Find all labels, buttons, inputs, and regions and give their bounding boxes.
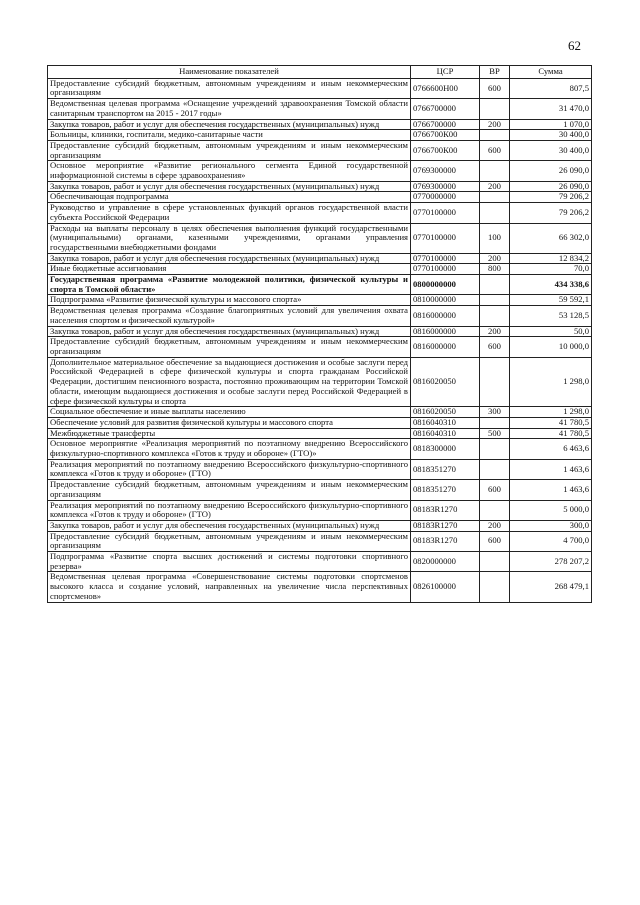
table-row [48, 119, 592, 130]
table-row [48, 181, 592, 192]
cell-csr: 0766700К00 [411, 140, 480, 160]
cell-sum: 26 090,0 [510, 161, 592, 181]
cell-sum: 66 302,0 [510, 223, 592, 253]
cell-name: Основное мероприятие «Развитие регионального сегмента Единой государственной информационной системы в сфере здравоохранения» [48, 161, 411, 181]
cell-csr: 0818300000 [411, 439, 480, 459]
cell-csr: 0770100000 [411, 253, 480, 264]
table-row [48, 552, 592, 572]
cell-sum: 41 780,5 [510, 417, 592, 428]
cell-sum: 300,0 [510, 520, 592, 531]
table-row [48, 161, 592, 181]
cell-vr: 200 [480, 119, 510, 130]
cell-sum: 10 000,0 [510, 337, 592, 357]
cell-sum: 12 834,2 [510, 253, 592, 264]
cell-name: Основное мероприятие «Реализация мероприятий по поэтапному внедрению Всероссийского физкультурно-спортивного комплекса «Готов к труду и обороне» (ГТО)» [48, 439, 411, 459]
cell-sum: 5 000,0 [510, 500, 592, 520]
cell-vr: 200 [480, 253, 510, 264]
cell-sum: 4 700,0 [510, 531, 592, 551]
cell-vr [480, 417, 510, 428]
cell-csr: 0770100000 [411, 264, 480, 275]
cell-csr: 0826100000 [411, 572, 480, 602]
cell-csr: 0816020050 [411, 357, 480, 407]
cell-vr: 300 [480, 407, 510, 418]
table-row [48, 439, 592, 459]
cell-csr: 0800000000 [411, 275, 480, 295]
cell-vr [480, 306, 510, 326]
table-row [48, 253, 592, 264]
cell-vr: 800 [480, 264, 510, 275]
cell-name: Предоставление субсидий бюджетным, автономным учреждениям и иным некоммерческим организациям [48, 140, 411, 160]
cell-csr: 0816000000 [411, 326, 480, 337]
cell-sum: 50,0 [510, 326, 592, 337]
cell-vr [480, 295, 510, 306]
cell-vr: 600 [480, 78, 510, 98]
cell-name: Социальное обеспечение и иные выплаты населению [48, 407, 411, 418]
table-row [48, 572, 592, 602]
cell-vr: 600 [480, 140, 510, 160]
cell-vr: 600 [480, 531, 510, 551]
cell-vr [480, 161, 510, 181]
cell-name: Обеспечение условий для развития физической культуры и массового спорта [48, 417, 411, 428]
cell-vr: 500 [480, 428, 510, 439]
cell-vr: 100 [480, 223, 510, 253]
cell-sum: 1 463,6 [510, 480, 592, 500]
budget-table [47, 65, 592, 603]
cell-csr: 0820000000 [411, 552, 480, 572]
header-name: Наименование показателей [48, 66, 411, 79]
cell-name: Закупка товаров, работ и услуг для обеспечения государственных (муниципальных) нужд [48, 520, 411, 531]
cell-csr: 08183R1270 [411, 500, 480, 520]
cell-name: Государственная программа «Развитие молодежной политики, физической культуры и спорта в Томской области» [48, 275, 411, 295]
cell-name: Предоставление субсидий бюджетным, автономным учреждениям и иным некоммерческим организациям [48, 480, 411, 500]
cell-csr: 0769300000 [411, 161, 480, 181]
table-row [48, 192, 592, 203]
header-csr: ЦСР [411, 66, 480, 79]
cell-sum: 53 128,5 [510, 306, 592, 326]
cell-sum: 70,0 [510, 264, 592, 275]
cell-csr: 0766700000 [411, 99, 480, 119]
cell-vr [480, 572, 510, 602]
table-row [48, 337, 592, 357]
cell-csr: 0818351270 [411, 480, 480, 500]
table-row [48, 407, 592, 418]
table-row [48, 417, 592, 428]
cell-sum: 31 470,0 [510, 99, 592, 119]
cell-sum: 59 592,1 [510, 295, 592, 306]
table-row [48, 480, 592, 500]
cell-sum: 807,5 [510, 78, 592, 98]
cell-vr [480, 500, 510, 520]
cell-name: Руководство и управление в сфере установленных функций органов государственной власти субъекта Российской Федерации [48, 203, 411, 223]
table-row [48, 78, 592, 98]
cell-name: Обеспечивающая подпрограмма [48, 192, 411, 203]
cell-name: Предоставление субсидий бюджетным, автономным учреждениям и иным некоммерческим организациям [48, 531, 411, 551]
cell-sum: 6 463,6 [510, 439, 592, 459]
cell-name: Ведомственная целевая программа «Совершенствование системы подготовки спортсменов высокого класса и создание условий, направленных на увеличение числа перспективных спортсменов» [48, 572, 411, 602]
cell-vr [480, 99, 510, 119]
cell-vr: 200 [480, 326, 510, 337]
table-row [48, 295, 592, 306]
table-body [48, 78, 592, 602]
cell-csr: 0766700К00 [411, 130, 480, 141]
cell-csr: 0810000000 [411, 295, 480, 306]
cell-vr: 600 [480, 480, 510, 500]
table-row [48, 99, 592, 119]
cell-sum: 268 479,1 [510, 572, 592, 602]
table-row [48, 357, 592, 407]
cell-name: Закупка товаров, работ и услуг для обеспечения государственных (муниципальных) нужд [48, 119, 411, 130]
cell-csr: 0770100000 [411, 223, 480, 253]
cell-csr: 0816000000 [411, 306, 480, 326]
table-row [48, 531, 592, 551]
cell-csr: 0816000000 [411, 337, 480, 357]
cell-name: Закупка товаров, работ и услуг для обеспечения государственных (муниципальных) нужд [48, 326, 411, 337]
table-row [48, 223, 592, 253]
table-row [48, 459, 592, 479]
cell-name: Предоставление субсидий бюджетным, автономным учреждениям и иным некоммерческим организациям [48, 337, 411, 357]
header-sum: Сумма [510, 66, 592, 79]
table-row [48, 500, 592, 520]
cell-csr: 0770100000 [411, 203, 480, 223]
cell-name: Дополнительное материальное обеспечение за выдающиеся достижения и особые заслуги перед Российской Федерацией в сфере физической культуры и спорта гражданам Российской Федерации, достигшим пенсионного возраста, постоянно проживающим на территории Томской области, имеющим выдающиеся достижения и особые заслуги перед Российской Федерацией в сфере физической культуры и спорта [48, 357, 411, 407]
cell-name: Реализация мероприятий по поэтапному внедрению Всероссийского физкультурно-спортивного комплекса «Готов к труду и обороне» (ГТО) [48, 500, 411, 520]
cell-name: Ведомственная целевая программа «Создание благоприятных условий для увеличения охвата населения спортом и физической культурой» [48, 306, 411, 326]
table-row [48, 203, 592, 223]
cell-csr: 0769300000 [411, 181, 480, 192]
cell-sum: 79 206,2 [510, 192, 592, 203]
cell-name: Предоставление субсидий бюджетным, автономным учреждениям и иным некоммерческим организациям [48, 78, 411, 98]
cell-name: Подпрограмма «Развитие физической культуры и массового спорта» [48, 295, 411, 306]
cell-name: Больницы, клиники, госпитали, медико-санитарные части [48, 130, 411, 141]
cell-csr: 0766600Н00 [411, 78, 480, 98]
cell-sum: 79 206,2 [510, 203, 592, 223]
cell-vr [480, 203, 510, 223]
cell-csr: 0816040310 [411, 417, 480, 428]
cell-name: Подпрограмма «Развитие спорта высших достижений и системы подготовки спортивного резерва» [48, 552, 411, 572]
cell-vr [480, 192, 510, 203]
table-row [48, 264, 592, 275]
cell-csr: 0816040310 [411, 428, 480, 439]
cell-sum: 434 338,6 [510, 275, 592, 295]
cell-csr: 08183R1270 [411, 531, 480, 551]
table-row [48, 428, 592, 439]
table-row [48, 275, 592, 295]
cell-vr [480, 275, 510, 295]
cell-name: Закупка товаров, работ и услуг для обеспечения государственных (муниципальных) нужд [48, 253, 411, 264]
cell-sum: 1 298,0 [510, 407, 592, 418]
cell-csr: 0816020050 [411, 407, 480, 418]
cell-csr: 0770000000 [411, 192, 480, 203]
cell-sum: 26 090,0 [510, 181, 592, 192]
cell-name: Расходы на выплаты персоналу в целях обеспечения выполнения функций государственными (муниципальными) органами, казенными учреждениями, органами управления государственными внебюджетными фондами [48, 223, 411, 253]
cell-name: Реализация мероприятий по поэтапному внедрению Всероссийского физкультурно-спортивного комплекса «Готов к труду и обороне» (ГТО) [48, 459, 411, 479]
cell-sum: 278 207,2 [510, 552, 592, 572]
cell-sum: 30 400,0 [510, 140, 592, 160]
cell-vr [480, 439, 510, 459]
cell-vr: 200 [480, 520, 510, 531]
cell-csr: 0766700000 [411, 119, 480, 130]
cell-name: Ведомственная целевая программа «Оснащение учреждений здравоохранения Томской области санитарным транспортом на 2015 - 2017 годы» [48, 99, 411, 119]
cell-sum: 30 400,0 [510, 130, 592, 141]
page-number: 62 [568, 38, 581, 53]
cell-name: Закупка товаров, работ и услуг для обеспечения государственных (муниципальных) нужд [48, 181, 411, 192]
table-row [48, 520, 592, 531]
cell-sum: 1 463,6 [510, 459, 592, 479]
table-row [48, 130, 592, 141]
cell-sum: 41 780,5 [510, 428, 592, 439]
table-header-row [48, 66, 592, 79]
cell-vr [480, 552, 510, 572]
cell-name: Межбюджетные трансферты [48, 428, 411, 439]
cell-sum: 1 298,0 [510, 357, 592, 407]
table-row [48, 306, 592, 326]
cell-csr: 08183R1270 [411, 520, 480, 531]
cell-name: Иные бюджетные ассигнования [48, 264, 411, 275]
cell-sum: 1 070,0 [510, 119, 592, 130]
header-vr: ВР [480, 66, 510, 79]
cell-vr [480, 357, 510, 407]
table-row [48, 140, 592, 160]
cell-vr [480, 459, 510, 479]
cell-vr [480, 130, 510, 141]
table-row [48, 326, 592, 337]
cell-vr: 200 [480, 181, 510, 192]
cell-csr: 0818351270 [411, 459, 480, 479]
cell-vr: 600 [480, 337, 510, 357]
